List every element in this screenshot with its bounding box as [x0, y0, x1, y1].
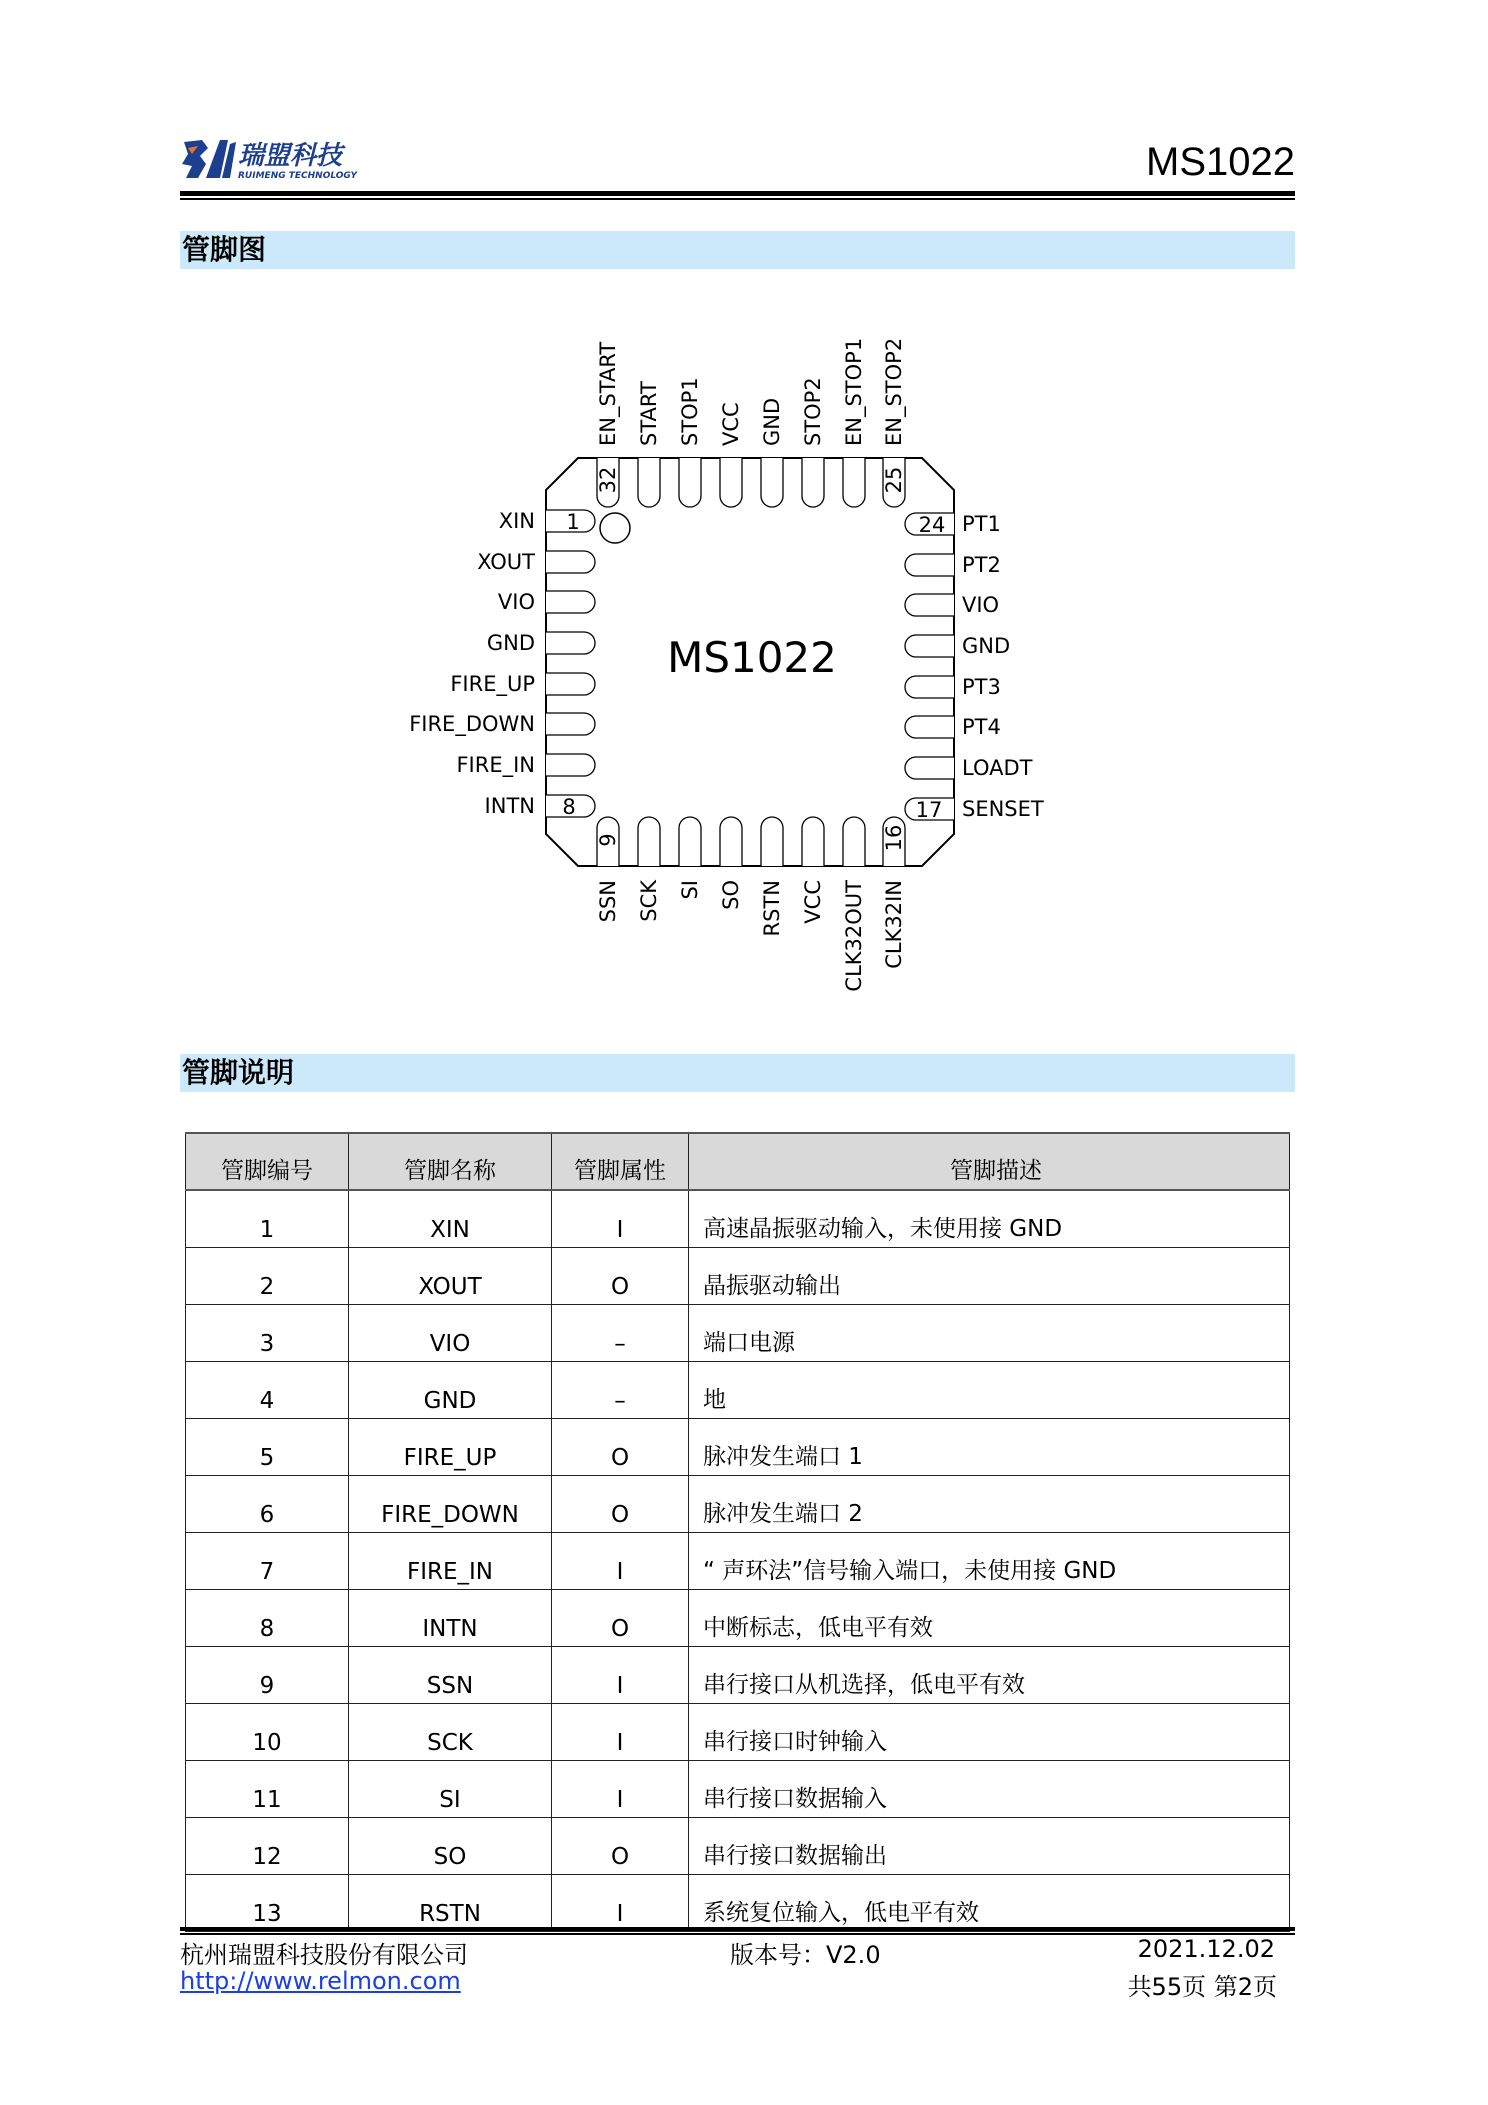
pin-label-left: FIRE_IN — [456, 753, 535, 777]
table-row — [186, 1818, 1290, 1875]
pin-label-bottom: CLK32OUT — [842, 880, 866, 992]
pin-label-right: VIO — [962, 593, 1000, 617]
pin-pad — [905, 594, 954, 616]
pin-name-cell: INTN — [349, 1590, 552, 1647]
pin-name-cell: RSTN — [349, 1875, 552, 1932]
pin-desc-cell: 高速晶振驱动输入，未使用接 GND — [689, 1190, 1290, 1248]
pin-label-right: PT2 — [962, 553, 1001, 577]
pin-number: 24 — [918, 513, 946, 537]
pin-pad — [761, 458, 783, 507]
pin-attr-cell: I — [552, 1647, 689, 1704]
pin-attr-cell: O — [552, 1419, 689, 1476]
pin-pad — [905, 635, 954, 657]
pin-desc-cell: 脉冲发生端口 2 — [689, 1476, 1290, 1533]
pin-number-cell: 13 — [186, 1875, 349, 1932]
pin-pad — [638, 817, 660, 866]
pin-attr-cell: I — [552, 1875, 689, 1932]
pin-number-cell: 5 — [186, 1419, 349, 1476]
footer-version: 版本号：V2.0 — [730, 1941, 881, 1969]
pin-label-top: EN_STOP1 — [842, 337, 866, 446]
pin-attr-cell: O — [552, 1590, 689, 1647]
footer-page-count: 共55页 第2页 — [1127, 1973, 1277, 2001]
pin-number-cell: 3 — [186, 1305, 349, 1362]
pin-desc-cell: 串行接口数据输入 — [689, 1761, 1290, 1818]
pin-name-cell: XOUT — [349, 1248, 552, 1305]
pin-label-bottom: SCK — [637, 880, 661, 922]
pin-label-right: PT1 — [962, 512, 1001, 536]
header-pin-attr: 管脚属性 — [552, 1133, 689, 1190]
pin-number-cell: 4 — [186, 1362, 349, 1419]
pin-number: 1 — [566, 510, 580, 534]
pin-label-top: EN_START — [596, 341, 620, 446]
pin-label-right: LOADT — [962, 756, 1033, 780]
pin-attr-cell: I — [552, 1761, 689, 1818]
table-row — [186, 1476, 1290, 1533]
table-row — [186, 1761, 1290, 1818]
table-row — [186, 1419, 1290, 1476]
table-header-row — [186, 1133, 1290, 1190]
pin-attr-cell: I — [552, 1704, 689, 1761]
pin-attr-cell: I — [552, 1533, 689, 1590]
pin-desc-cell: 中断标志，低电平有效 — [689, 1590, 1290, 1647]
pin-number-cell: 8 — [186, 1590, 349, 1647]
pin-label-top: STOP2 — [801, 377, 825, 446]
table-row — [186, 1362, 1290, 1419]
pin-pad — [905, 676, 954, 698]
pin-desc-cell: 脉冲发生端口 1 — [689, 1419, 1290, 1476]
pin-label-left: XIN — [498, 509, 535, 533]
pin-name-cell: VIO — [349, 1305, 552, 1362]
pin-pad — [802, 817, 824, 866]
pin-label-bottom: SI — [678, 880, 702, 900]
pin-name-cell: SCK — [349, 1704, 552, 1761]
pin-pad — [679, 458, 701, 507]
pin-pad — [546, 632, 595, 654]
pin-label-top: EN_STOP2 — [882, 337, 906, 446]
table-row — [186, 1875, 1290, 1932]
table-row — [186, 1533, 1290, 1590]
header-pin-name: 管脚名称 — [349, 1133, 552, 1190]
pin-number: 25 — [882, 466, 906, 494]
pin-pad — [905, 716, 954, 738]
pin-label-left: XOUT — [477, 550, 535, 574]
pin-label-bottom: CLK32IN — [882, 880, 906, 969]
pin-label-bottom: VCC — [801, 880, 825, 924]
pin-pad — [905, 554, 954, 576]
pin-pad — [720, 458, 742, 507]
pin-label-left: INTN — [484, 794, 535, 818]
pin-diagram — [0, 0, 1488, 1000]
pin1-marker — [600, 513, 630, 543]
footer-rule — [180, 1927, 1295, 1931]
pin-number-cell: 9 — [186, 1647, 349, 1704]
pin-name-cell: SI — [349, 1761, 552, 1818]
table-row — [186, 1590, 1290, 1647]
table-row — [186, 1704, 1290, 1761]
pin-label-left: FIRE_DOWN — [409, 712, 535, 736]
pin-number-cell: 12 — [186, 1818, 349, 1875]
pin-number-cell: 7 — [186, 1533, 349, 1590]
section-heading-pin-diagram: 管脚图 — [180, 231, 1295, 269]
pin-number: 8 — [562, 795, 576, 819]
pin-number-cell: 6 — [186, 1476, 349, 1533]
footer-company: 杭州瑞盟科技股份有限公司 — [180, 1941, 468, 1969]
pin-name-cell: FIRE_IN — [349, 1533, 552, 1590]
pin-desc-cell: 串行接口从机选择，低电平有效 — [689, 1647, 1290, 1704]
pin-pad — [761, 817, 783, 866]
pin-pad — [843, 458, 865, 507]
pin-label-left: GND — [486, 631, 535, 655]
pin-pad — [843, 817, 865, 866]
footer-website-link[interactable]: http://www.relmon.com — [180, 1967, 461, 1995]
footer-date: 2021.12.02 — [1137, 1935, 1275, 1963]
chip-name: MS1022 — [667, 633, 837, 682]
pin-table — [185, 1132, 1290, 1932]
pin-pad — [546, 713, 595, 735]
pin-pad — [720, 817, 742, 866]
pin-name-cell: XIN — [349, 1190, 552, 1248]
pin-name-cell: FIRE_DOWN — [349, 1476, 552, 1533]
pin-desc-cell: 端口电源 — [689, 1305, 1290, 1362]
pin-number: 16 — [882, 824, 906, 852]
table-row — [186, 1248, 1290, 1305]
pin-label-top: GND — [760, 397, 784, 446]
pin-attr-cell: – — [552, 1362, 689, 1419]
pin-number-cell: 11 — [186, 1761, 349, 1818]
pin-attr-cell: I — [552, 1190, 689, 1248]
pin-desc-cell: “ 声环法”信号输入端口，未使用接 GND — [689, 1533, 1290, 1590]
pin-desc-cell: 串行接口数据输出 — [689, 1818, 1290, 1875]
pin-name-cell: SSN — [349, 1647, 552, 1704]
header-pin-number: 管脚编号 — [186, 1133, 349, 1190]
pin-attr-cell: O — [552, 1818, 689, 1875]
pin-label-right: PT4 — [962, 715, 1001, 739]
pin-pad — [905, 757, 954, 779]
pin-name-cell: SO — [349, 1818, 552, 1875]
pin-desc-cell: 晶振驱动输出 — [689, 1248, 1290, 1305]
pin-label-right: GND — [962, 634, 1011, 658]
pin-pad — [679, 817, 701, 866]
table-row — [186, 1190, 1290, 1248]
pin-number-cell: 2 — [186, 1248, 349, 1305]
pin-name-cell: FIRE_UP — [349, 1419, 552, 1476]
pin-desc-cell: 系统复位输入，低电平有效 — [689, 1875, 1290, 1932]
pin-attr-cell: – — [552, 1305, 689, 1362]
table-row — [186, 1647, 1290, 1704]
pin-number: 17 — [915, 798, 943, 822]
svg-text:RUIMENG TECHNOLOGY: RUIMENG TECHNOLOGY — [238, 171, 357, 181]
header-pin-desc: 管脚描述 — [689, 1133, 1290, 1190]
pin-number-cell: 10 — [186, 1704, 349, 1761]
section-heading-pin-description: 管脚说明 — [180, 1054, 1295, 1092]
pin-pad — [546, 551, 595, 573]
pin-label-top: START — [637, 381, 661, 446]
pin-pad — [638, 458, 660, 507]
pin-label-top: VCC — [719, 402, 743, 446]
pin-label-right: PT3 — [962, 675, 1001, 699]
pin-desc-cell: 地 — [689, 1362, 1290, 1419]
pin-label-right: SENSET — [962, 797, 1044, 821]
pin-number: 32 — [596, 466, 620, 494]
pin-label-left: FIRE_UP — [450, 672, 535, 696]
document-title: MS1022 — [1146, 140, 1295, 184]
pin-desc-cell: 串行接口时钟输入 — [689, 1704, 1290, 1761]
pin-label-top: STOP1 — [678, 377, 702, 446]
pin-attr-cell: O — [552, 1476, 689, 1533]
pin-attr-cell: O — [552, 1248, 689, 1305]
pin-number-cell: 1 — [186, 1190, 349, 1248]
table-row — [186, 1305, 1290, 1362]
pin-label-bottom: SSN — [596, 880, 620, 923]
pin-pad — [546, 673, 595, 695]
pin-pad — [546, 591, 595, 613]
svg-text:瑞盟科技: 瑞盟科技 — [238, 141, 343, 171]
pin-number: 9 — [596, 833, 620, 847]
pin-label-bottom: SO — [719, 880, 743, 910]
pin-label-left: VIO — [497, 590, 535, 614]
pin-name-cell: GND — [349, 1362, 552, 1419]
pin-pad — [546, 754, 595, 776]
pin-pad — [802, 458, 824, 507]
pin-label-bottom: RSTN — [760, 880, 784, 937]
